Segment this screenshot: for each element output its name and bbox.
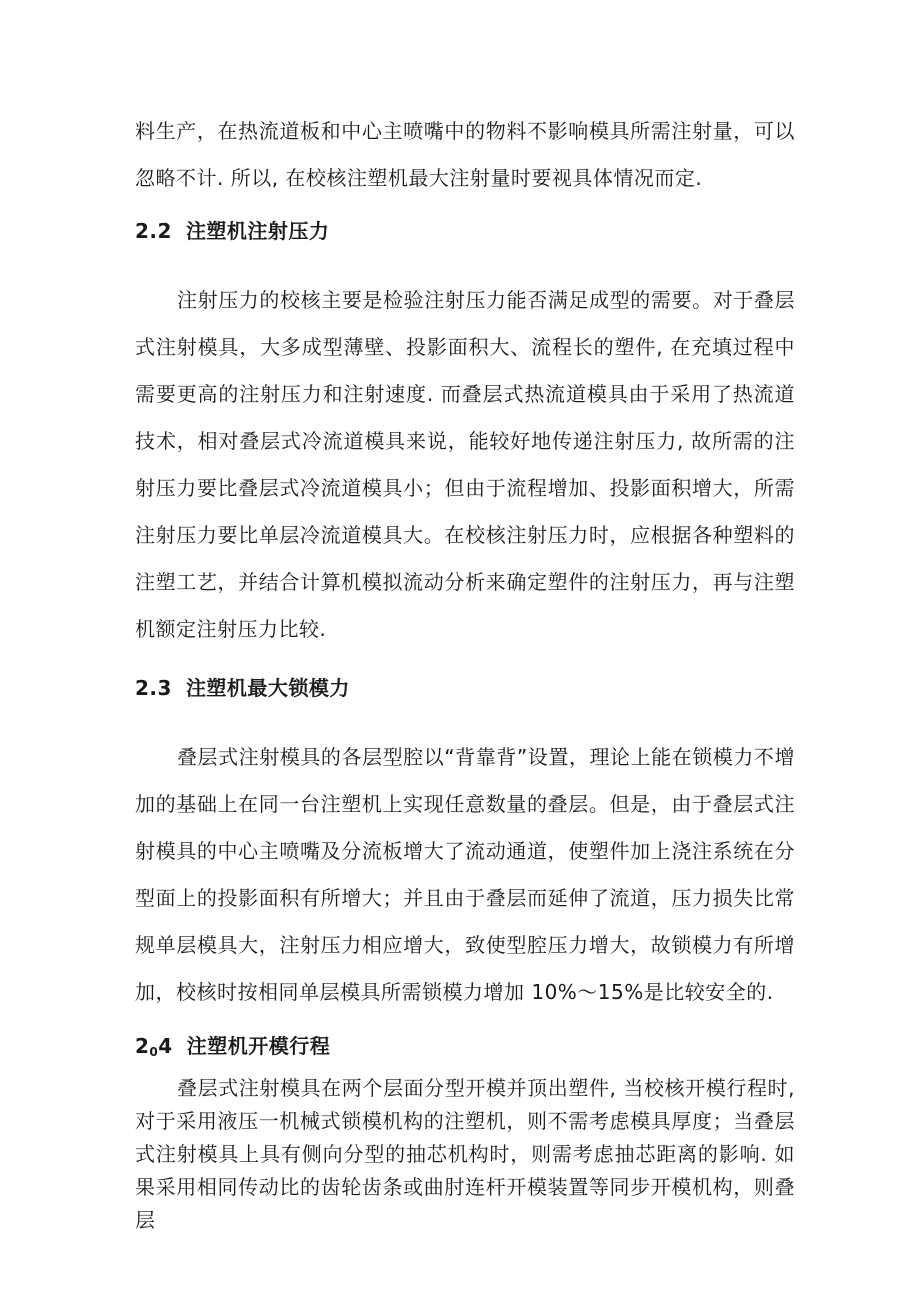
section-title: 注塑机注射压力: [185, 219, 330, 243]
section-heading-2-4: [135, 1031, 795, 1061]
section-title: 注塑机最大锁模力: [185, 676, 350, 700]
paragraph-clamping-force: 叠层式注射模具的各层型腔以“背靠背”设置，理论上能在锁模力不增加的基础上在同一台注塑机上实现任意数量的叠层。但是，由于叠层式注射模具的中心主喷嘴及分流板增大了流动通道，使塑件加上浇注系统在分型面上的投影面积有所增大；并且由于叠层而延伸了流道，压力损失比常规单层模具大，注射压力相应增大，致使型腔压力增大，故锁模力有所增加，校核时按相同单层模具所需锁模力增加 10%～15%是比较安全的.: [135, 745, 795, 1004]
section-number: 2.2: [135, 219, 172, 243]
section-heading-2-3: [135, 673, 795, 703]
section-heading-2-2: [135, 216, 795, 246]
paragraph-injection-volume-conclusion: 料生产，在热流道板和中心主喷嘴中的物料不影响模具所需注射量，可以忽略不计. 所以, 在校核注塑机最大注射量时要视具体情况而定.: [135, 119, 795, 190]
section-title: 注塑机开模行程: [186, 1034, 331, 1058]
paragraph-injection-pressure: 注射压力的校核主要是检验注射压力能否满足成型的需要。对于叠层式注射模具，大多成型薄壁、投影面积大、流程长的塑件, 在充填过程中需要更高的注射压力和注射速度. 而叠层式热流道模具由于采用了热流道技术，相对叠层式冷流道模具来说，能较好地传递注射压力, 故所需的注射压力要比叠层式冷流道模具小；但由于流程增加、投影面积增大，所需注射压力要比单层冷流道模具大。在校核注射压力时，应根据各种塑料的注塑工艺，并结合计算机模拟流动分析来确定塑件的注射压力，再与注塑机额定注射压力比较.: [135, 288, 795, 641]
section-number: $2_04$: [135, 1034, 173, 1059]
paragraph-opening-stroke: 叠层式注射模具在两个层面分型开模并顶出塑件, 当校核开模行程时, 对于采用液压一机械式锁模机构的注塑机，则不需考虑模具厚度；当叠层式注射模具上具有侧向分型的抽芯机构时，则需考虑抽芯距离的影响. 如果采用相同传动比的齿轮齿条或曲肘连杆开模装置等同步开模机构，则叠层: [135, 1076, 795, 1232]
section-number: 2.3: [135, 676, 172, 700]
